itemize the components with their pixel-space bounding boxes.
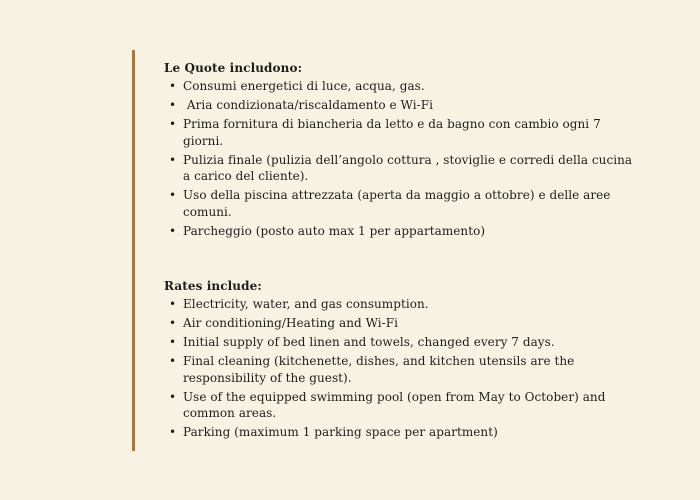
list-item [164, 152, 634, 185]
bullet-icon: • [169, 223, 177, 238]
list-item [164, 97, 634, 114]
bullet-icon: • [169, 353, 177, 368]
english-heading: Rates include: [164, 279, 262, 293]
list-item [164, 389, 634, 422]
bullet-icon: • [169, 79, 177, 93]
list-item [164, 424, 634, 441]
list-item-text: Pulizia finale (pulizia dell’angolo cottura , stoviglie e corredi della cucina a carico del cliente). [183, 152, 633, 184]
list-item-text: Uso della piscina attrezzata (aperta da maggio a ottobre) e delle aree comuni. [183, 188, 611, 219]
list-item [164, 315, 634, 332]
bullet-icon: • [169, 425, 177, 440]
bullet-icon: • [169, 389, 177, 404]
list-item-text: Parking (maximum 1 parking space per apartment) [183, 425, 498, 440]
list-item-text: Aria condizionata/riscaldamento e Wi-Fi [183, 97, 433, 112]
bullet-icon: • [169, 334, 177, 349]
list-item-text: Parcheggio (posto auto max 1 per appartamento) [183, 223, 486, 238]
list-item-text: Initial supply of bed linen and towels, changed every 7 days. [183, 334, 555, 349]
list-item-text: Consumi energetici di luce, acqua, gas. [183, 79, 425, 93]
bullet-icon: • [169, 188, 177, 203]
list-item [164, 223, 634, 240]
bullet-icon: • [169, 297, 177, 311]
italian-list [164, 78, 634, 239]
list-item [164, 334, 634, 351]
list-item-text: Air conditioning/Heating and Wi-Fi [183, 315, 399, 330]
list-item-text: Electricity, water, and gas consumption. [183, 297, 429, 311]
bullet-icon: • [169, 315, 177, 330]
list-item [164, 187, 634, 220]
list-item [164, 78, 634, 95]
bullet-icon: • [169, 97, 177, 112]
italian-section [164, 60, 634, 242]
english-section [164, 278, 634, 443]
english-list [164, 296, 634, 441]
list-item [164, 296, 634, 313]
bullet-icon: • [169, 116, 177, 131]
list-item-text: Use of the equipped swimming pool (open from May to October) and common areas. [183, 389, 606, 421]
bullet-icon: • [169, 152, 177, 167]
italian-heading: Le Quote includono: [164, 61, 303, 75]
list-item [164, 116, 634, 149]
list-item [164, 353, 634, 386]
accent-bar [132, 50, 135, 451]
list-item-text: Prima fornitura di biancheria da letto e da bagno con cambio ogni 7 giorni. [183, 116, 601, 148]
list-item-text: Final cleaning (kitchenette, dishes, and kitchen utensils are the responsibility of the guest). [183, 353, 575, 385]
